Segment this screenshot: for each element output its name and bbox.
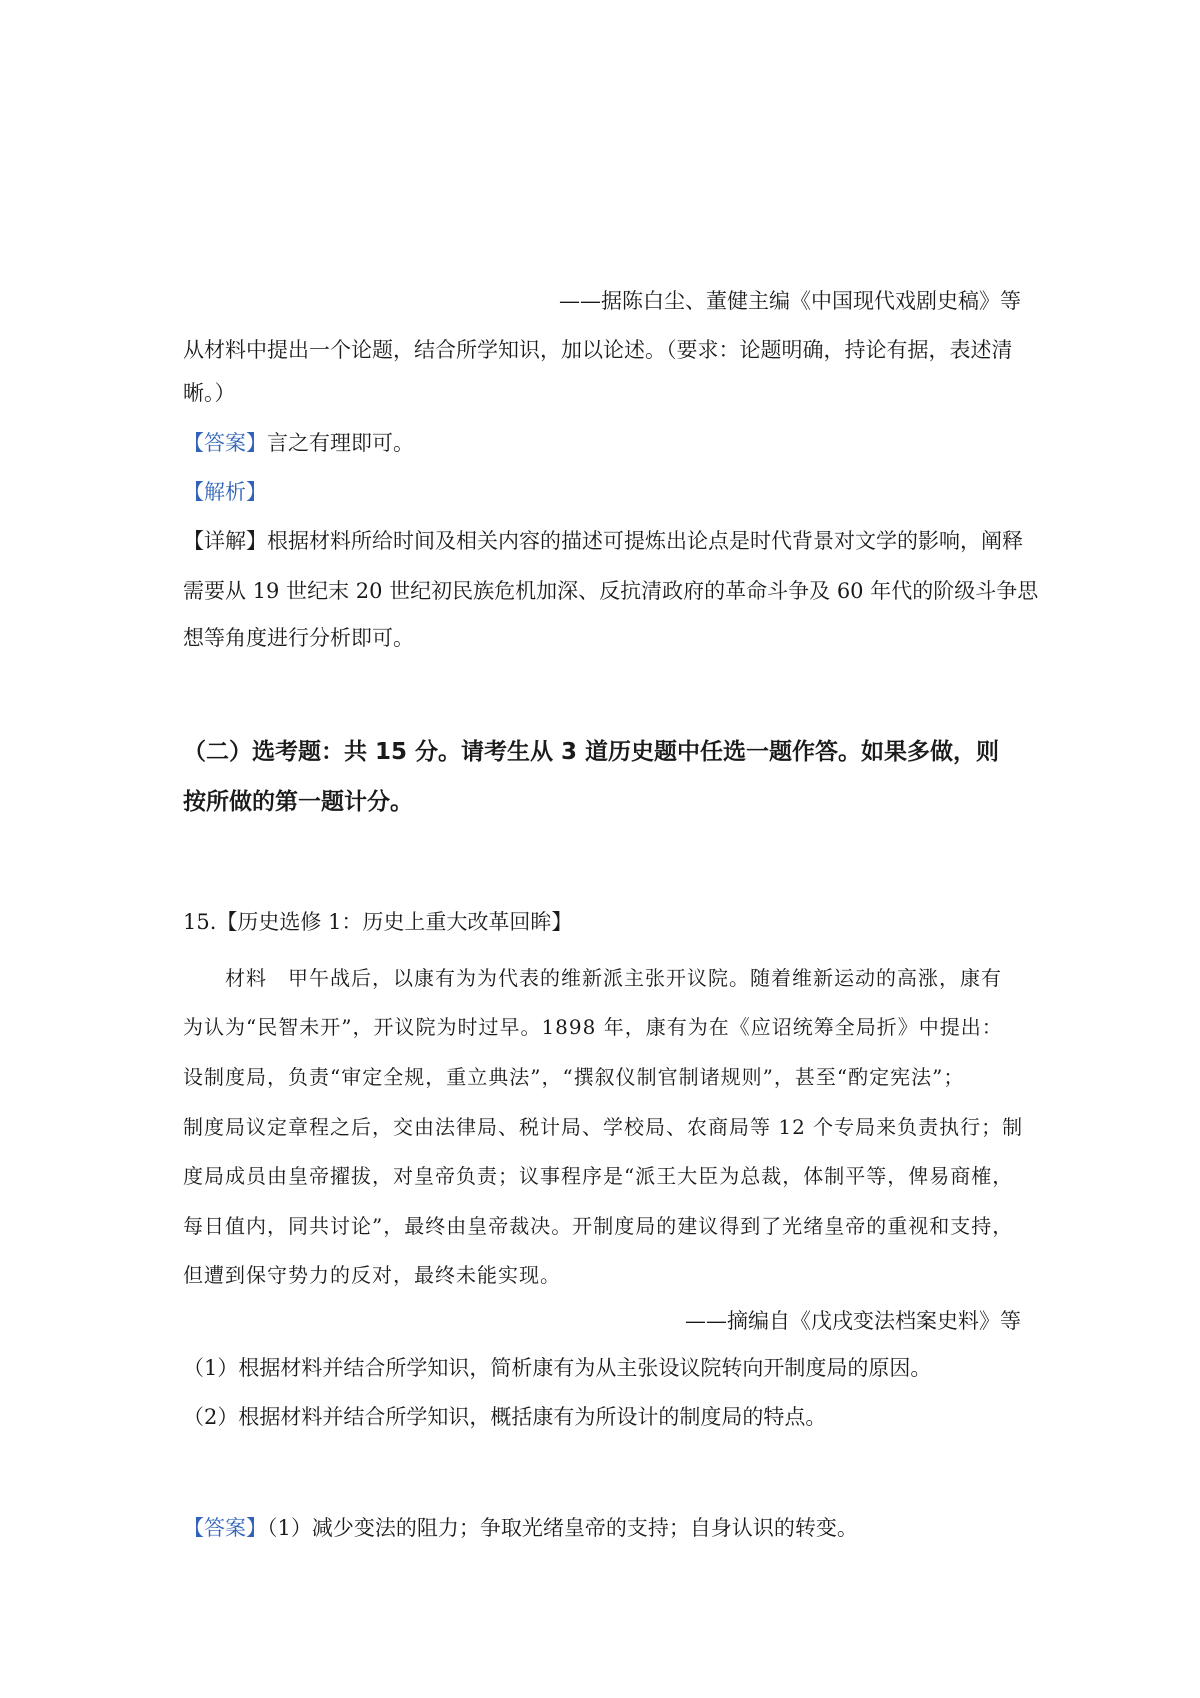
section-title-line-2: 按所做的第一题计分。: [183, 789, 413, 815]
detail-line-3: 想等角度进行分析即可。: [183, 626, 414, 650]
q15-answer-row: [183, 1513, 1021, 1543]
detail-line-2: 需要从 19 世纪末 20 世纪初民族危机加深、反抗清政府的革命斗争及 60 年代的阶级斗争思: [183, 579, 1039, 603]
answer-tag: 【答案】: [183, 431, 267, 455]
answer-text: （1）减少变法的阻力；争取光绪皇帝的支持；自身认识的转变。: [267, 1516, 858, 1540]
material-line: 为认为“民智未开”，开议院为时过早。1898 年，康有为在《应诏统筹全局折》中提出：: [183, 1015, 1003, 1039]
material-line: 度局成员由皇帝擢拔，对皇帝负责；议事程序是“派王大臣为总裁，体制平等，俾易商榷，: [183, 1164, 1014, 1188]
material-line: 制度局议定章程之后，交由法律局、税计局、学校局、农商局等 12 个专局来负责执行；制: [183, 1115, 1024, 1139]
sub-question-1: （1）根据材料并结合所学知识，简析康有为从主张设议院转向开制度局的原因。: [183, 1356, 932, 1380]
answer-tag: 【答案】: [183, 1516, 267, 1540]
analysis-tag: 【解析】: [183, 480, 267, 504]
material-line: 每日值内，同共讨论”，最终由皇帝裁决。开制度局的建议得到了光绪皇帝的重视和支持，: [183, 1214, 1014, 1238]
material-line: 设制度局，负责“审定全规，重立典法”，“撰叙仪制官制诸规则”，甚至“酌定宪法”；: [183, 1065, 965, 1089]
answer-row: [183, 428, 1021, 458]
citation-q15: ——摘编自《戊戌变法档案史料》等: [685, 1309, 1021, 1333]
question-15-heading: 15.【历史选修 1：历史上重大改革回眸】: [183, 910, 573, 934]
detail-line-1: 【详解】根据材料所给时间及相关内容的描述可提炼出论点是时代背景对文学的影响，阐释: [183, 529, 1023, 553]
answer-text: 言之有理即可。: [267, 431, 414, 455]
section-title-line-1: （二）选考题：共 15 分。请考生从 3 道历史题中任选一题作答。如果多做，则: [183, 739, 1000, 765]
sub-question-2: （2）根据材料并结合所学知识，概括康有为所设计的制度局的特点。: [183, 1405, 827, 1429]
question-line-2: 晰。）: [183, 381, 236, 405]
question-line-1: 从材料中提出一个论题，结合所学知识，加以论述。（要求：论题明确，持论有据，表述清: [183, 338, 1013, 362]
material-line: 但遭到保守势力的反对，最终未能实现。: [183, 1263, 561, 1287]
citation-part1: ——据陈白尘、董健主编《中国现代戏剧史稿》等: [559, 289, 1021, 313]
material-line: 材料 甲午战后，以康有为为代表的维新派主张开议院。随着维新运动的高涨，康有: [183, 966, 1002, 990]
